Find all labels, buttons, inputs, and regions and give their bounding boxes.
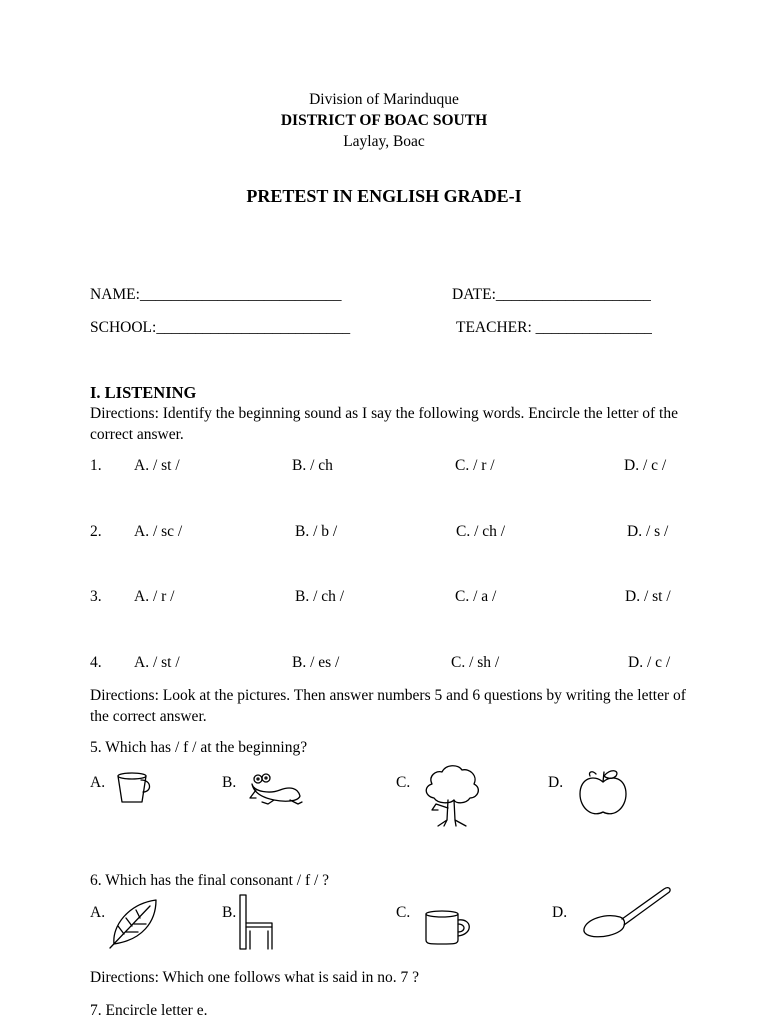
frog-icon <box>244 772 304 806</box>
question-number: 3. <box>90 588 102 605</box>
option-c[interactable]: C. / r / <box>455 457 495 474</box>
option-c[interactable]: C. / a / <box>455 588 497 605</box>
q5-letter-b[interactable]: B. <box>222 774 237 791</box>
question-number: 1. <box>90 457 102 474</box>
tree-icon <box>422 764 482 828</box>
option-b[interactable]: B. / ch <box>292 457 333 474</box>
page-title: PRETEST IN ENGLISH GRADE-I <box>246 186 522 206</box>
option-d[interactable]: D. / c / <box>628 654 671 671</box>
option-b[interactable]: B. / es / <box>292 654 340 671</box>
option-b[interactable]: B. / b / <box>295 523 338 540</box>
leaf-icon <box>106 896 162 948</box>
question-7-text: 7. Encircle letter e. <box>90 1002 208 1019</box>
q6-letter-a[interactable]: A. <box>90 904 106 921</box>
option-c[interactable]: C. / sh / <box>451 654 500 671</box>
q5-letter-c[interactable]: C. <box>396 774 411 791</box>
option-d[interactable]: D. / c / <box>624 457 667 474</box>
teacher-field[interactable]: TEACHER: _______________ <box>456 319 652 336</box>
question-5-text: 5. Which has / f / at the beginning? <box>90 739 308 756</box>
mug-icon <box>422 910 476 946</box>
school-field[interactable]: SCHOOL:_________________________ <box>90 319 351 336</box>
option-a[interactable]: A. / sc / <box>134 523 183 540</box>
location: Laylay, Boac <box>343 133 425 150</box>
directions-listening: Directions: Identify the beginning sound as I say the following words. Encircle the letter of the correct answer. <box>90 405 678 443</box>
question-number: 4. <box>90 654 102 671</box>
question-number: 2. <box>90 523 102 540</box>
q6-letter-d[interactable]: D. <box>552 904 568 921</box>
bucket-icon <box>114 768 152 806</box>
spoon-icon <box>580 883 672 941</box>
option-b[interactable]: B. / ch / <box>295 588 345 605</box>
q6-letter-c[interactable]: C. <box>396 904 411 921</box>
q5-letter-d[interactable]: D. <box>548 774 564 791</box>
question-6-text: 6. Which has the final consonant / f / ? <box>90 872 330 889</box>
district-name: DISTRICT OF BOAC SOUTH <box>280 112 488 129</box>
directions-pictures: Directions: Look at the pictures. Then answer numbers 5 and 6 questions by writing the letter of the correct answer. <box>90 687 686 725</box>
directions-follow: Directions: Which one follows what is said in no. 7 ? <box>90 969 420 986</box>
date-field[interactable]: DATE:____________________ <box>452 286 651 303</box>
apple-icon <box>576 768 630 818</box>
section-heading: I. LISTENING <box>90 383 197 402</box>
option-a[interactable]: A. / r / <box>134 588 175 605</box>
division-name: Division of Marinduque <box>309 91 459 108</box>
option-d[interactable]: D. / s / <box>627 523 669 540</box>
name-field[interactable]: NAME:__________________________ <box>90 286 342 303</box>
option-d[interactable]: D. / st / <box>625 588 671 605</box>
option-c[interactable]: C. / ch / <box>456 523 506 540</box>
option-a[interactable]: A. / st / <box>134 457 180 474</box>
q5-letter-a[interactable]: A. <box>90 774 106 791</box>
q6-letter-b[interactable]: B. <box>222 904 237 921</box>
chair-icon <box>238 893 278 951</box>
option-a[interactable]: A. / st / <box>134 654 180 671</box>
